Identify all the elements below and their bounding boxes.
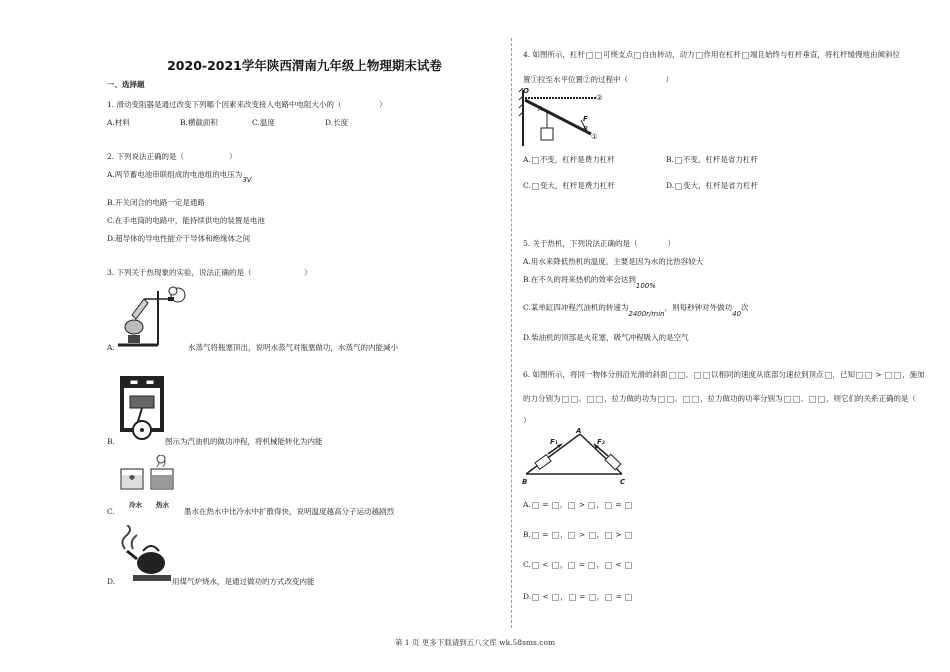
q2-option-a [107, 170, 252, 184]
q1-option-d: D.长度 [325, 118, 349, 127]
q4-stem-part2: 可绕支点 [603, 50, 634, 59]
q1-option-c: C.温度 [252, 118, 275, 127]
formula-placeholder-icon [596, 396, 603, 403]
formula-placeholder-icon [809, 396, 816, 403]
formula-placeholder-icon [856, 372, 863, 379]
formula-placeholder-icon [703, 372, 710, 379]
formula-placeholder-icon [865, 372, 872, 379]
formula-placeholder-icon [625, 594, 632, 601]
q6-line2-part-f: 、 [800, 394, 808, 403]
formula-placeholder-icon [532, 532, 539, 539]
q3-figure-d [115, 525, 173, 585]
formula-placeholder-icon [634, 52, 641, 59]
formula-placeholder-icon [675, 157, 682, 164]
q3-stem: 3. 下列关于热现象的实验，说法正确的是（ ） [107, 268, 312, 277]
q4-stem-part5: 端且始终与杠杆垂直，将杠杆缓慢地由倾斜位 [750, 50, 901, 59]
formula-placeholder-icon [678, 372, 685, 379]
q6-option-d: D. < ， = ， = [523, 592, 633, 602]
formula-placeholder-icon [532, 594, 539, 601]
formula-placeholder-icon [568, 562, 575, 569]
q4-option-a [523, 155, 615, 165]
q4-option-b-text: 不变，杠杆是省力杠杆 [682, 155, 758, 164]
q6-stem-line2 [523, 394, 916, 404]
formula-placeholder-icon [571, 396, 578, 403]
formula-placeholder-icon [742, 52, 749, 59]
formula-placeholder-icon [625, 502, 632, 509]
q4-option-c-label: C. [523, 181, 531, 190]
q5-option-a: A.用水来降低热机的温度，主要是因为水的比热容较大 [523, 257, 704, 266]
q5-option-c-value2: 40 [732, 310, 742, 318]
formula-placeholder-icon [532, 502, 539, 509]
q6-option-b: B. = ， > ， > [523, 530, 633, 540]
formula-placeholder-icon [605, 562, 612, 569]
formula-placeholder-icon [568, 532, 575, 539]
formula-placeholder-icon [588, 502, 595, 509]
q4-fig-label-1: ① [591, 132, 598, 141]
q5-option-c-mid: ，则每秒钟对外做功 [664, 303, 733, 312]
q4-stem-line1 [523, 50, 900, 60]
q4-stem-line2: 置①拉至水平位置②的过程中（ ） [523, 75, 673, 84]
q1-option-a: A.材料 [107, 118, 130, 127]
q4-option-b [666, 155, 758, 165]
q1-option-b: B.横截面积 [180, 118, 218, 127]
formula-placeholder-icon [694, 372, 701, 379]
formula-placeholder-icon [532, 562, 539, 569]
q3-option-d-label: D. [107, 577, 116, 586]
q3-option-a-label: A. [107, 343, 115, 352]
q2-option-a-value: 3V [242, 176, 252, 184]
q2-option-d: D.超导体的导电性能介于导体和绝缘体之间 [107, 234, 251, 243]
q5-option-c-end: 次 [741, 303, 749, 312]
q4-option-d-text: 变大，杠杆是省力杠杆 [683, 181, 759, 190]
q6-fig-label-f1: F₁ [550, 438, 558, 446]
formula-placeholder-icon [586, 52, 593, 59]
formula-placeholder-icon [658, 396, 665, 403]
formula-placeholder-icon [784, 396, 791, 403]
q5-option-b-value: 100% [635, 282, 656, 290]
formula-placeholder-icon [605, 594, 612, 601]
q3-figure-a [114, 285, 190, 351]
q5-option-c-text: C.某单缸四冲程汽油机的转速为 [523, 303, 629, 312]
q6-line2-part-c: ，拉力做的功为 [604, 394, 657, 403]
formula-placeholder-icon [587, 396, 594, 403]
q6-line2-part-d: 、 [674, 394, 682, 403]
formula-placeholder-icon [605, 532, 612, 539]
q6-stem-line1: 6. 如图所示，将同一物体分别沿光滑的斜面 、 以相同的速度从底部匀速拉到顶点 ，已知 > ，施加 [523, 370, 925, 379]
q6-stem-part5: ，施加 [902, 370, 925, 379]
q6-option-b-label: B. [523, 530, 531, 539]
formula-placeholder-icon [692, 396, 699, 403]
q4-option-c [523, 181, 615, 191]
formula-placeholder-icon [589, 594, 596, 601]
q6-line2-part-e: ，拉力做功的功率分别为 [700, 394, 783, 403]
q5-option-c-value: 2400r/min [628, 310, 665, 318]
q4-fig-label-b: B [583, 125, 588, 133]
formula-placeholder-icon [562, 396, 569, 403]
q6-option-c-label: C. [523, 560, 531, 569]
formula-placeholder-icon [605, 502, 612, 509]
q3-option-b-label: B. [107, 437, 115, 446]
formula-placeholder-icon [532, 157, 539, 164]
q5-option-c [523, 303, 749, 318]
q6-option-d-label: D. [523, 592, 532, 601]
q4-fig-label-a: A [538, 105, 543, 113]
q3-option-c-label: C. [107, 507, 115, 516]
formula-placeholder-icon [552, 502, 559, 509]
page-footer: 第 1 页 更多下载请到五八文库 wk.58sms.com [394, 638, 556, 647]
q3-option-a-text: 水蒸气将瓶塞顶出，说明水蒸气对瓶塞做功，水蒸气的内能减小 [188, 343, 398, 352]
q3-option-d-text: 用煤气炉烧水，是通过做功的方式改变内能 [172, 577, 315, 586]
q6-option-c: C. < ， = ， < [523, 560, 633, 570]
formula-placeholder-icon [885, 372, 892, 379]
q6-fig-label-a: A [576, 427, 582, 435]
q1-stem: 1. 滑动变阻器是通过改变下列哪个因素来改变接入电路中电阻大小的（ ） [107, 100, 387, 109]
q6-line2-part-g: ，则它们的关系正确的是（ [826, 394, 916, 403]
q5-option-b [523, 275, 656, 290]
q6-stem-part3: 以相同的速度从底部匀速拉到顶点 [711, 370, 824, 379]
formula-placeholder-icon [669, 372, 676, 379]
q6-incline-figure [522, 428, 628, 480]
q4-option-a-label: A. [523, 155, 531, 164]
formula-placeholder-icon [818, 396, 825, 403]
formula-placeholder-icon [675, 183, 682, 190]
q4-option-c-text: 变大，杠杆是费力杠杆 [539, 181, 615, 190]
q6-fig-label-f2: F₂ [597, 438, 605, 446]
q3-figure-c-cold-label: 冷水 [129, 501, 142, 509]
q4-fig-label-f: F [583, 115, 588, 123]
q2-option-b: B.开关闭合的电路一定是通路 [107, 198, 205, 207]
formula-placeholder-icon [625, 562, 632, 569]
q3-option-c-text: 墨水在热水中比冷水中扩散得快，说明温度越高分子运动越剧烈 [184, 507, 394, 516]
q5-stem: 5. 关于热机，下列说法正确的是（ ） [523, 239, 676, 248]
q4-fig-label-2: ② [596, 93, 603, 102]
exam-title: 2020-2021学年陕西渭南九年级上物理期末试卷 [167, 58, 442, 73]
q5-option-d: D.柴油机的顶部是火花塞，吸气冲程吸入的是空气 [523, 333, 689, 342]
q4-option-d-label: D. [666, 181, 675, 190]
formula-placeholder-icon [595, 52, 602, 59]
q2-option-c: C.在手电筒的电路中，能持续供电的装置是电池 [107, 216, 265, 225]
formula-placeholder-icon [569, 594, 576, 601]
q6-option-a-label: A. [523, 500, 531, 509]
q6-line2-part-b: 、 [578, 394, 586, 403]
formula-placeholder-icon [894, 372, 901, 379]
q3-option-b-text: 图示为汽油机的做功冲程，将机械能转化为内能 [165, 437, 323, 446]
q5-option-b-text: B.在不久的将来热机的效率会达到 [523, 275, 636, 284]
q4-option-b-label: B. [666, 155, 674, 164]
column-divider [511, 38, 512, 628]
q3-figure-c-hot-label: 热水 [156, 501, 169, 509]
formula-placeholder-icon [683, 396, 690, 403]
formula-placeholder-icon [588, 562, 595, 569]
q4-stem-part4: 作用在杠杆 [703, 50, 742, 59]
q6-line2-part-a: 的力分别为 [523, 394, 561, 403]
q4-stem-part3: 自由转动，动力 [642, 50, 695, 59]
q4-option-a-text: 不变，杠杆是费力杠杆 [539, 155, 615, 164]
q6-stem-part2: 、 [685, 370, 694, 379]
q4-fig-label-o: O [523, 87, 529, 95]
q2-option-a-text: A.两节蓄电池串联组成的电池组的电压为 [107, 170, 243, 179]
q6-stem-part4: ，已知 [832, 370, 856, 379]
section-heading: 一、选择题 [107, 80, 145, 89]
q6-stem-line3: ） [523, 416, 531, 425]
formula-placeholder-icon [552, 594, 559, 601]
q4-option-d [666, 181, 758, 191]
formula-placeholder-icon [625, 532, 632, 539]
formula-placeholder-icon [568, 502, 575, 509]
formula-placeholder-icon [667, 396, 674, 403]
formula-placeholder-icon [552, 562, 559, 569]
q3-figure-c [117, 455, 179, 495]
q6-option-a: A. = ， > ， = [523, 500, 633, 510]
q3-figure-b [116, 374, 168, 444]
formula-placeholder-icon [825, 372, 832, 379]
formula-placeholder-icon [532, 183, 539, 190]
formula-placeholder-icon [696, 52, 703, 59]
q6-stem-part1: 6. 如图所示，将同一物体分别沿光滑的斜面 [523, 370, 668, 379]
q6-fig-label-c: C [620, 478, 626, 486]
formula-placeholder-icon [793, 396, 800, 403]
q4-stem-part1: 4. 如图所示，杠杆 [523, 50, 586, 59]
q6-fig-label-b: B [522, 478, 528, 486]
q2-stem: 2. 下列说法正确的是（ ） [107, 152, 237, 161]
formula-placeholder-icon [552, 532, 559, 539]
formula-placeholder-icon [589, 532, 596, 539]
